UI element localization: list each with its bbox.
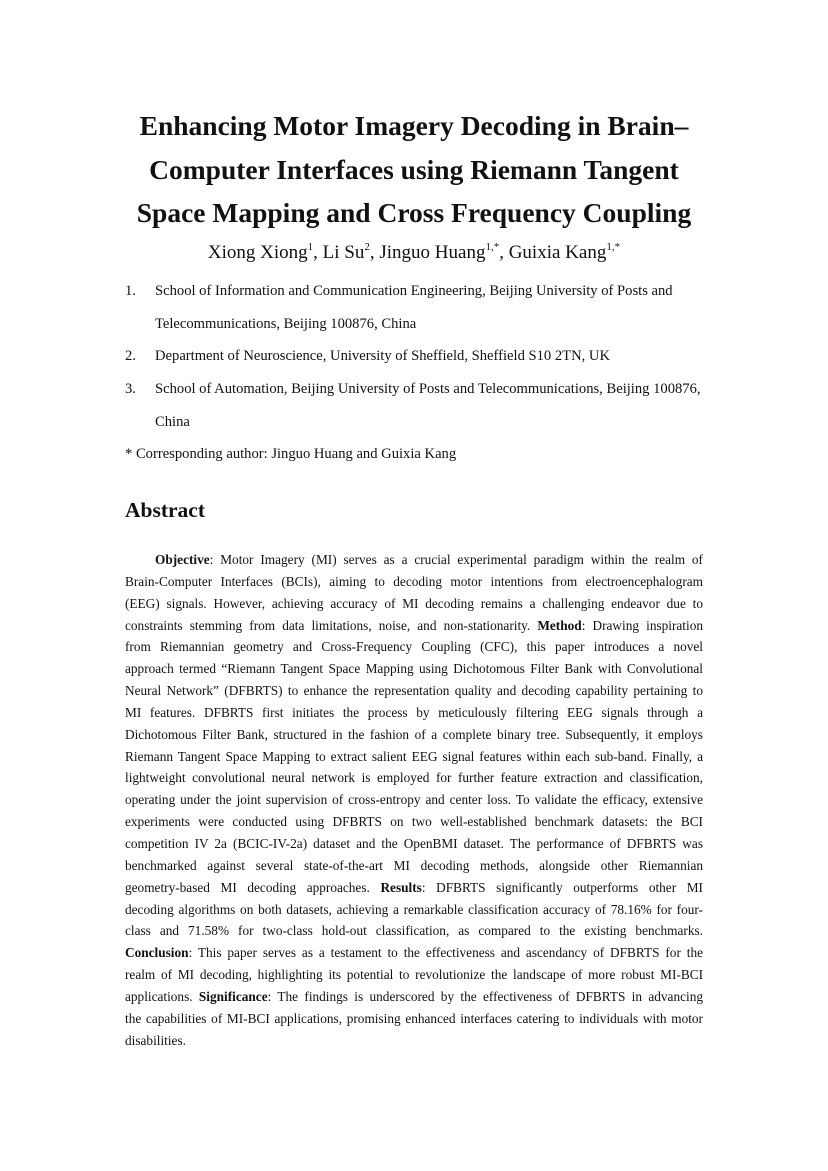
abstract-text: operating under the joint supervision of cross-entropy and center loss. To validate the efficacy, extensive bbox=[125, 792, 703, 808]
author-name: Jinguo Huang bbox=[379, 242, 486, 263]
objective-label: Objective bbox=[155, 552, 210, 567]
abstract-text: lightweight convolutional neural network is employed for further feature extraction and classification, bbox=[125, 770, 703, 786]
title-line: Computer Interfaces using Riemann Tangent bbox=[149, 153, 679, 185]
abstract-text: from Riemannian geometry and Cross-Frequency Coupling (CFC), this paper introduces a novel bbox=[125, 639, 703, 655]
affiliation-number: 1. bbox=[125, 283, 136, 299]
affiliation-text: Department of Neuroscience, University of Sheffield, Sheffield S10 2TN, UK bbox=[155, 348, 610, 364]
abstract-text: MI features. DFBRTS first initiates the process by meticulously filtering EEG signals through a bbox=[125, 704, 703, 720]
author-list bbox=[100, 240, 728, 266]
author-name: Xiong Xiong bbox=[207, 242, 308, 263]
corresponding-author-note: * Corresponding author: Jinguo Huang and Guixia Kang bbox=[125, 446, 457, 462]
author-affiliation-mark: 1 bbox=[307, 241, 314, 253]
abstract-text: : The findings is underscored by the effectiveness of DFBRTS in advancing bbox=[267, 988, 703, 1004]
results-label: Results bbox=[380, 879, 422, 895]
affiliation-text: Telecommunications, Beijing 100876, China bbox=[155, 316, 417, 332]
abstract-text: competition IV 2a (BCIC-IV-2a) dataset and the OpenBMI dataset. The performance of DFBRTS was bbox=[125, 835, 703, 851]
abstract-text: realm of MI decoding, highlighting its potential to revolutionize the landscape of more robust MI-BCI bbox=[125, 967, 703, 983]
author-name: Li Su bbox=[322, 242, 365, 263]
method-label: Method bbox=[537, 617, 582, 633]
author-separator: , bbox=[369, 242, 380, 263]
abstract-heading: Abstract bbox=[125, 498, 206, 522]
author-affiliation-mark: 2 bbox=[364, 241, 370, 253]
abstract-text: : DFBRTS significantly outperforms other MI bbox=[421, 879, 703, 895]
conclusion-label: Conclusion bbox=[125, 945, 189, 961]
abstract-text: class and 71.58% for two-class hold-out classification, as compared to the existing benchmarks. bbox=[125, 923, 703, 939]
author-separator: , bbox=[313, 242, 323, 263]
title-line: Space Mapping and Cross Frequency Coupling bbox=[136, 197, 692, 228]
abstract-text: Riemann Tangent Space Mapping to extract salient EEG signal features within each sub-band. Finally, a bbox=[125, 748, 703, 764]
author-separator: , bbox=[499, 242, 509, 263]
abstract-text: Dichotomous Filter Bank, structured in the fashion of a complete binary tree. Subsequently, it employs bbox=[125, 726, 703, 742]
abstract-text: disabilities. bbox=[125, 1032, 186, 1048]
abstract-text: : Drawing inspiration bbox=[581, 617, 703, 633]
author-name: Guixia Kang bbox=[508, 242, 607, 263]
abstract-text: Brain-Computer Interfaces (BCIs), aiming to decoding motor intentions from electroencephalogram bbox=[125, 573, 703, 589]
abstract-body bbox=[125, 549, 703, 1051]
affiliation-number: 2. bbox=[125, 348, 136, 364]
abstract-text: Neural Network” (DFBRTS) to enhance the representation quality and decoding capability pertaining to bbox=[125, 683, 703, 699]
affiliation-text: School of Information and Communication Engineering, Beijing University of Posts and bbox=[155, 283, 673, 299]
author-affiliation-mark: 1,* bbox=[606, 241, 621, 253]
abstract-text: (EEG) signals. However, achieving accuracy of MI decoding remains a challenging endeavor due to bbox=[125, 595, 703, 611]
abstract-text: the capabilities of MI-BCI applications, promising enhanced interfaces catering to individuals with motor bbox=[125, 1010, 703, 1026]
affiliation-number: 3. bbox=[125, 381, 136, 397]
title-line: Enhancing Motor Imagery Decoding in Brain– bbox=[139, 110, 689, 141]
abstract-text: : Motor Imagery (MI) serves as a crucial experimental paradigm within the realm of bbox=[209, 552, 703, 567]
affiliation-text: School of Automation, Beijing University of Posts and Telecommunications, Beijing 100876, bbox=[155, 381, 701, 397]
paper-title bbox=[110, 104, 718, 235]
abstract-text: constraints stemming from data limitations, noise, and non-stationarity. bbox=[125, 617, 538, 633]
abstract-text: approach termed “Riemann Tangent Space Mapping using Dichotomous Filter Bank with Convolutional bbox=[125, 661, 703, 677]
abstract-text: geometry-based MI decoding approaches. bbox=[125, 879, 381, 895]
significance-label: Significance bbox=[198, 988, 268, 1004]
affiliation-text: China bbox=[155, 414, 190, 430]
abstract-text: benchmarked against several state-of-the-art MI decoding methods, alongside other Riemannian bbox=[125, 857, 703, 873]
author-affiliation-mark: 1,* bbox=[485, 241, 500, 253]
abstract-text: experiments were conducted using DFBRTS on two well-established benchmark datasets: the BCI bbox=[125, 814, 703, 830]
abstract-text: applications. bbox=[125, 988, 199, 1004]
abstract-text: : This paper serves as a testament to the effectiveness and ascendancy of DFBRTS for the bbox=[188, 945, 703, 961]
abstract-text: decoding algorithms on both datasets, achieving a remarkable classification accuracy of 78.16% for four- bbox=[125, 901, 703, 917]
